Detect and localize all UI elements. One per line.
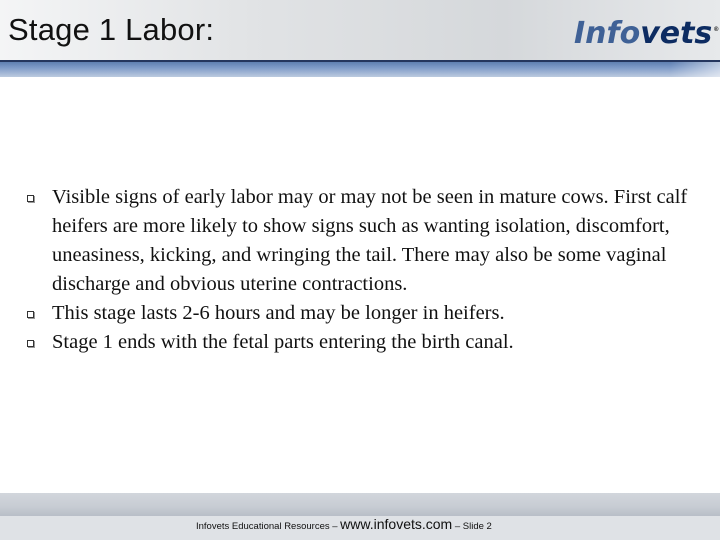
- logo-text-info: Info: [574, 16, 641, 51]
- bullet-item: [52, 328, 712, 357]
- slide-title: Stage 1 Labor:: [8, 12, 215, 47]
- logo-text-vets: vets: [640, 16, 713, 51]
- footer-divider-band: [0, 493, 720, 516]
- bullet-item: [52, 299, 712, 328]
- footer-slide-number: – Slide 2: [452, 521, 492, 532]
- footer-text: [196, 516, 492, 536]
- infovets-logo: [574, 10, 719, 50]
- bullet-list: [52, 183, 712, 357]
- bullet-item: [52, 183, 712, 299]
- square-bullet-icon: [27, 311, 34, 318]
- slide-footer: [0, 516, 720, 540]
- registered-mark: ®: [713, 26, 720, 33]
- bullet-text: This stage lasts 2-6 hours and may be longer in heifers.: [52, 302, 505, 324]
- header-divider-band: [0, 60, 720, 77]
- bullet-text: Visible signs of early labor may or may not be seen in mature cows. First calf heifers are more likely to show signs such as wanting isolation, discomfort, uneasiness, kicking, and wringing the tail. There may also be some vaginal discharge and obvious uterine contractions.: [52, 186, 688, 295]
- square-bullet-icon: [27, 195, 34, 202]
- square-bullet-icon: [27, 340, 34, 347]
- footer-prefix: Infovets Educational Resources –: [196, 521, 341, 532]
- slide-header: [0, 0, 720, 60]
- footer-url-link[interactable]: www.infovets.com: [340, 516, 453, 532]
- bullet-text: Stage 1 ends with the fetal parts entering the birth canal.: [52, 331, 514, 353]
